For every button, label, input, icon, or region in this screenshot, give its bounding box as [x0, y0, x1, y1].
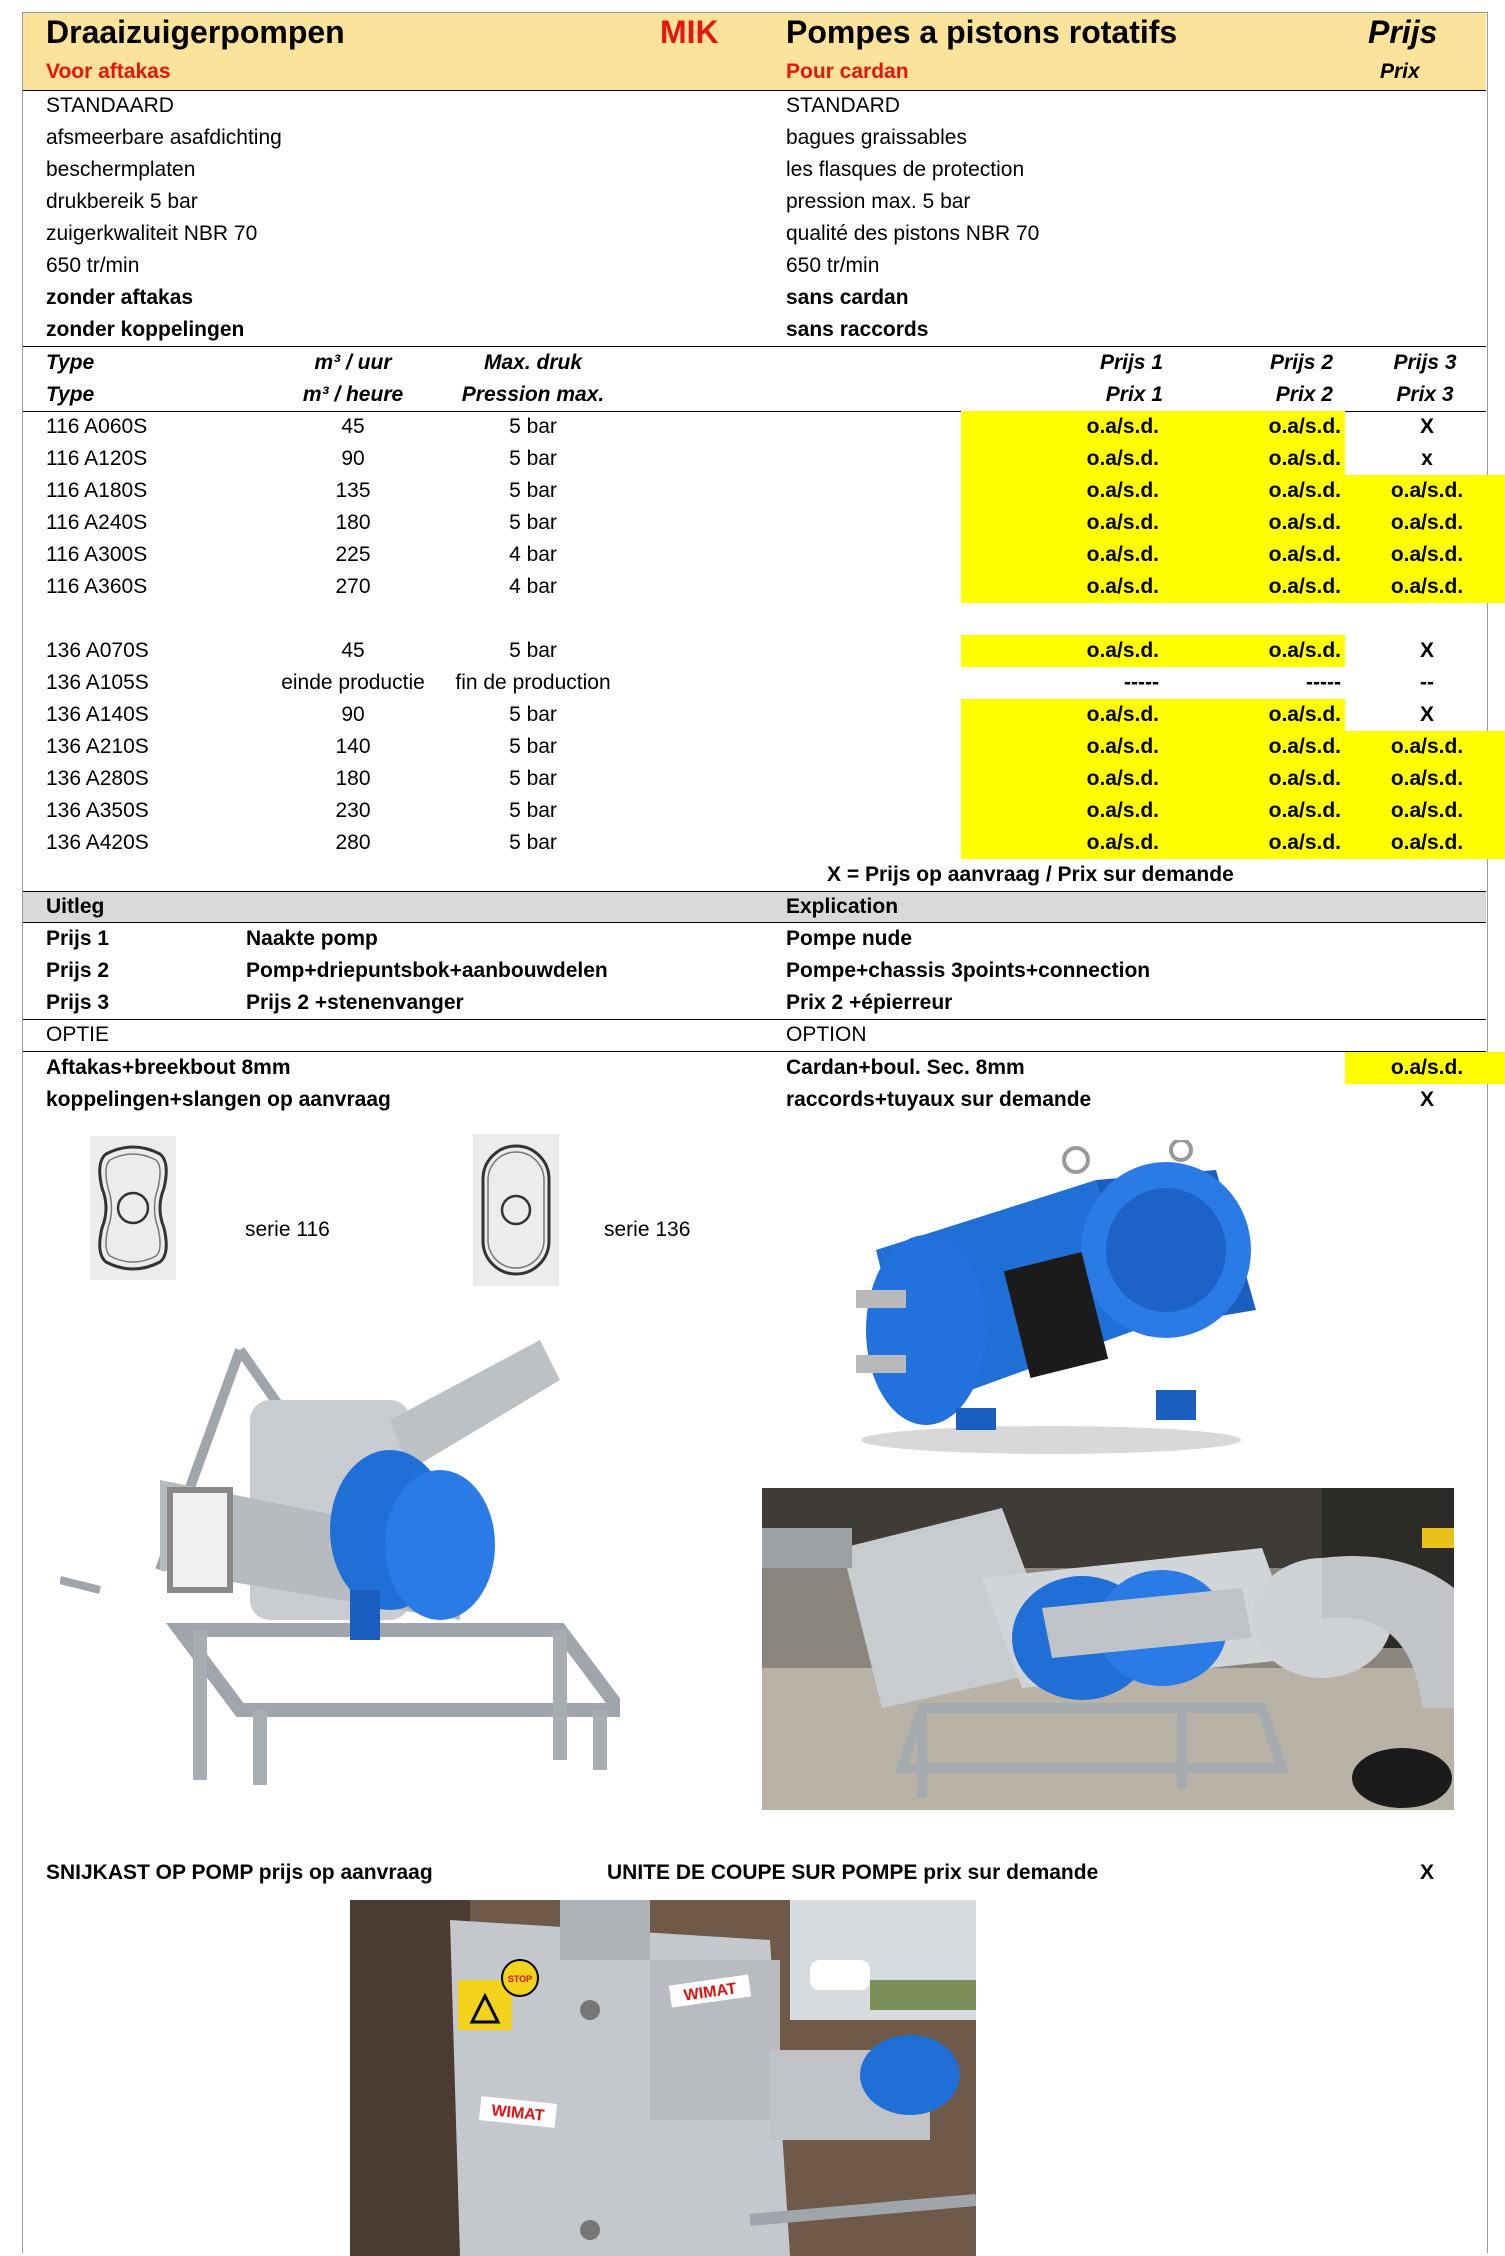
cell-pressure: 4 bar: [509, 543, 557, 566]
table-row: [23, 667, 1486, 699]
cell-pressure: 5 bar: [509, 639, 557, 662]
table-row: [23, 539, 1486, 571]
cell-type: 136 A280S: [46, 767, 149, 790]
cell-price3: o.a/s.d.: [1345, 475, 1505, 507]
feature-fr: 650 tr/min: [786, 254, 880, 277]
table-row: [23, 571, 1486, 603]
cell-flow: 180: [335, 511, 371, 534]
price-header-fr: Prix: [1380, 60, 1420, 83]
cell-pressure: fin de production: [455, 671, 611, 694]
option-row: [23, 1084, 1486, 1116]
explain-fr: Pompe+chassis 3points+connection: [786, 959, 1151, 982]
cell-flow: 135: [335, 479, 371, 502]
table-row: [23, 731, 1486, 763]
cell-price2: o.a/s.d.: [1163, 507, 1345, 539]
table-row: [23, 411, 1486, 443]
cell-type: 116 A240S: [46, 511, 148, 534]
cell-type: 136 A070S: [46, 639, 149, 662]
table-header-row: [23, 379, 1486, 411]
option-price: o.a/s.d.: [1345, 1052, 1505, 1084]
cutter-fr: UNITE DE COUPE SUR POMPE prix sur demande: [607, 1861, 1099, 1884]
col-flow: m³ / uur: [314, 351, 392, 374]
cell-price2: o.a/s.d.: [1163, 635, 1345, 667]
table-row: [23, 699, 1486, 731]
explain-nl: Prijs 2 +stenenvanger: [246, 991, 464, 1014]
option-fr: raccords+tuyaux sur demande: [786, 1088, 1092, 1111]
table-header-row: [23, 347, 1486, 379]
feature-row: [23, 90, 1486, 122]
explain-title-fr: Explication: [786, 895, 899, 918]
feature-row: [23, 154, 1486, 186]
cutter-price: X: [1419, 1861, 1434, 1884]
col-price1: Prijs 1: [1099, 351, 1163, 374]
wimat-plate-text: WIMAT: [682, 1980, 738, 2005]
price-header-nl: Prijs: [1368, 14, 1438, 50]
cell-price3: o.a/s.d.: [1345, 795, 1505, 827]
cutter-photo: [350, 1900, 976, 2256]
cell-flow: 280: [335, 831, 371, 854]
cell-price3: o.a/s.d.: [1345, 539, 1505, 571]
table-row: [23, 475, 1486, 507]
explain-title-row: [23, 891, 1486, 923]
cell-price1: o.a/s.d.: [961, 475, 1163, 507]
option-nl: koppelingen+slangen op aanvraag: [46, 1088, 391, 1111]
explain-label: Prijs 1: [46, 927, 110, 950]
cell-price3: o.a/s.d.: [1345, 827, 1505, 859]
cell-price1: o.a/s.d.: [961, 443, 1163, 475]
cell-pressure: 5 bar: [509, 799, 557, 822]
option-title-row: [23, 1019, 1486, 1051]
feature-nl: beschermplaten: [46, 158, 196, 181]
cell-type: 116 A060S: [46, 415, 148, 438]
feature-nl: afsmeerbare asafdichting: [46, 126, 282, 149]
explain-nl: Naakte pomp: [246, 927, 378, 950]
cell-price1: o.a/s.d.: [961, 635, 1163, 667]
feature-nl: zuigerkwaliteit NBR 70: [46, 222, 258, 245]
explain-label: Prijs 3: [46, 991, 110, 1014]
cell-pressure: 5 bar: [509, 511, 557, 534]
feature-fr: sans raccords: [786, 318, 929, 341]
col-price3: Prijs 3: [1393, 351, 1457, 374]
title-fr: Pompes a pistons rotatifs: [786, 14, 1178, 50]
pump-photo: [836, 1140, 1261, 1460]
cell-price3: o.a/s.d.: [1345, 507, 1505, 539]
explain-nl: Pomp+driepuntsbok+aanbouwdelen: [246, 959, 608, 982]
cell-price2: o.a/s.d.: [1163, 571, 1345, 603]
cell-type: 136 A350S: [46, 799, 149, 822]
feature-nl: zonder aftakas: [46, 286, 194, 309]
feature-fr: les flasques de protection: [786, 158, 1025, 181]
cutter-nl: SNIJKAST OP POMP prijs op aanvraag: [46, 1861, 433, 1884]
cell-pressure: 5 bar: [509, 735, 557, 758]
feature-nl: STANDAARD: [46, 94, 174, 117]
cell-type: 116 A180S: [46, 479, 148, 502]
col-price1: Prix 1: [1105, 383, 1163, 406]
explain-fr: Pompe nude: [786, 927, 913, 950]
feature-nl: zonder koppelingen: [46, 318, 245, 341]
cell-price2: o.a/s.d.: [1163, 443, 1345, 475]
cell-price3: x: [1421, 447, 1433, 470]
cell-flow: 90: [341, 447, 365, 470]
pump-frame-photo: [60, 1330, 620, 1790]
feature-row: [23, 250, 1486, 282]
explain-row: [23, 955, 1486, 987]
cell-pressure: 5 bar: [509, 415, 557, 438]
cell-flow: einde productie: [281, 671, 425, 694]
legend-row: [23, 859, 1486, 891]
cell-type: 116 A360S: [46, 575, 148, 598]
explain-row: [23, 987, 1486, 1019]
cell-price2: o.a/s.d.: [1163, 475, 1345, 507]
cell-price1: -----: [1124, 671, 1159, 694]
col-pressure: Max. druk: [483, 351, 583, 374]
legend-note: X = Prijs op aanvraag / Prix sur demande: [827, 863, 1234, 886]
col-type: Type: [46, 351, 95, 374]
option-price: X: [1419, 1088, 1434, 1111]
cell-price1: o.a/s.d.: [961, 411, 1163, 443]
cell-price3: o.a/s.d.: [1345, 731, 1505, 763]
installed-pump-photo: [762, 1488, 1454, 1810]
cell-price1: o.a/s.d.: [961, 539, 1163, 571]
cell-type: 136 A420S: [46, 831, 149, 854]
cell-price1: o.a/s.d.: [961, 763, 1163, 795]
cell-flow: 45: [341, 639, 365, 662]
cell-price3: X: [1419, 639, 1434, 662]
table-row: [23, 507, 1486, 539]
feature-fr: sans cardan: [786, 286, 909, 309]
cell-pressure: 5 bar: [509, 831, 557, 854]
col-type: Type: [46, 383, 95, 406]
feature-fr: qualité des pistons NBR 70: [786, 222, 1040, 245]
table-row: [23, 443, 1486, 475]
cell-price3: X: [1419, 415, 1434, 438]
title-nl: Draaizuigerpompen: [46, 14, 345, 50]
cell-price2: o.a/s.d.: [1163, 411, 1345, 443]
cell-flow: 230: [335, 799, 371, 822]
explain-title-nl: Uitleg: [46, 895, 105, 918]
wimat-plate-text: WIMAT: [490, 2102, 546, 2125]
cell-type: 116 A120S: [46, 447, 148, 470]
explain-row: [23, 923, 1486, 955]
col-pressure: Pression max.: [461, 383, 605, 406]
option-fr: Cardan+boul. Sec. 8mm: [786, 1056, 1025, 1079]
cell-price1: o.a/s.d.: [961, 827, 1163, 859]
col-flow: m³ / heure: [302, 383, 404, 406]
cell-price3: X: [1419, 703, 1434, 726]
table-row: [23, 827, 1486, 859]
brand-label: MIK: [660, 14, 719, 50]
cell-price2: o.a/s.d.: [1163, 699, 1345, 731]
cell-flow: 180: [335, 767, 371, 790]
cell-price2: o.a/s.d.: [1163, 827, 1345, 859]
cell-price3: o.a/s.d.: [1345, 763, 1505, 795]
cell-price1: o.a/s.d.: [961, 571, 1163, 603]
cell-price2: o.a/s.d.: [1163, 539, 1345, 571]
cell-pressure: 5 bar: [509, 479, 557, 502]
feature-row: [23, 218, 1486, 250]
feature-fr: STANDARD: [786, 94, 900, 117]
subtitle-fr: Pour cardan: [786, 60, 909, 83]
series-116-profile-image: [90, 1136, 176, 1280]
explain-fr: Prix 2 +épierreur: [786, 991, 953, 1014]
cell-price1: o.a/s.d.: [961, 731, 1163, 763]
cell-type: 136 A105S: [46, 671, 149, 694]
option-title-fr: OPTION: [786, 1023, 867, 1046]
cell-price2: o.a/s.d.: [1163, 731, 1345, 763]
feature-row: [23, 282, 1486, 314]
feature-fr: bagues graissables: [786, 126, 967, 149]
stop-sign-text: STOP: [507, 1974, 533, 1984]
feature-fr: pression max. 5 bar: [786, 190, 971, 213]
cell-price2: o.a/s.d.: [1163, 795, 1345, 827]
subtitle-nl: Voor aftakas: [46, 60, 171, 83]
cell-pressure: 5 bar: [509, 703, 557, 726]
cell-price1: o.a/s.d.: [961, 699, 1163, 731]
series-136-profile-image: [473, 1134, 559, 1286]
cell-pressure: 5 bar: [509, 447, 557, 470]
cell-flow: 90: [341, 703, 365, 726]
feature-row: [23, 122, 1486, 154]
col-price2: Prix 2: [1275, 383, 1333, 406]
option-nl: Aftakas+breekbout 8mm: [46, 1056, 291, 1079]
col-price2: Prijs 2: [1269, 351, 1333, 374]
series-116-label: serie 116: [245, 1218, 330, 1241]
cell-pressure: 5 bar: [509, 767, 557, 790]
col-price3: Prix 3: [1396, 383, 1454, 406]
cell-type: 116 A300S: [46, 543, 148, 566]
cell-price3: --: [1420, 671, 1434, 694]
explain-label: Prijs 2: [46, 959, 110, 982]
series-136-label: serie 136: [604, 1218, 691, 1241]
feature-nl: drukbereik 5 bar: [46, 190, 198, 213]
option-title-nl: OPTIE: [46, 1023, 110, 1046]
table-row: [23, 635, 1486, 667]
cell-price2: o.a/s.d.: [1163, 763, 1345, 795]
table-row: [23, 763, 1486, 795]
cell-pressure: 4 bar: [509, 575, 557, 598]
table-row: [23, 795, 1486, 827]
cell-price2: -----: [1306, 671, 1341, 694]
cell-flow: 225: [335, 543, 371, 566]
feature-row: [23, 314, 1486, 346]
cell-type: 136 A210S: [46, 735, 149, 758]
cell-flow: 45: [341, 415, 365, 438]
feature-row: [23, 186, 1486, 218]
cell-type: 136 A140S: [46, 703, 149, 726]
cutter-row: [23, 1857, 1486, 1889]
cell-flow: 140: [335, 735, 371, 758]
cell-price3: o.a/s.d.: [1345, 571, 1505, 603]
cell-price1: o.a/s.d.: [961, 795, 1163, 827]
cell-price1: o.a/s.d.: [961, 507, 1163, 539]
feature-nl: 650 tr/min: [46, 254, 140, 277]
option-row: [23, 1052, 1486, 1084]
cell-flow: 270: [335, 575, 371, 598]
